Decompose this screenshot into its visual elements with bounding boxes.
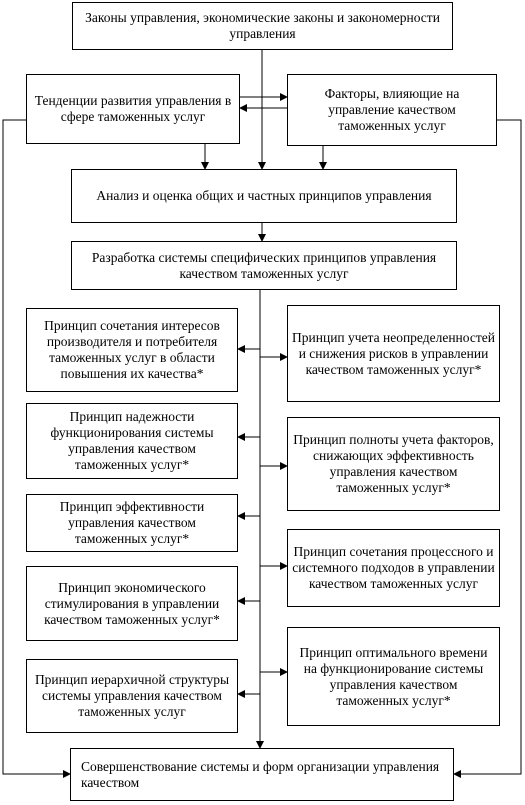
box-improve: Совершенствование системы и форм организации управления качеством: [70, 748, 454, 801]
box-trends: Тенденции развития управления в сфере таможенных услуг: [26, 74, 240, 144]
box-laws: Законы управления, экономические законы и закономерности управления: [72, 2, 453, 50]
box-principle-completeness: Принцип полноты учета факторов, снижающих эффективность управления качеством таможенных услуг*: [287, 417, 500, 511]
box-principle-stimulation: Принцип экономического стимулирования в управлении качеством таможенных услуг*: [26, 566, 238, 641]
box-principle-interests: Принцип сочетания интересов производителя и потребителя таможенных услуг в области повышения их качества*: [26, 308, 238, 392]
box-principle-hierarchy: Принцип иерархичной структуры системы управления качеством таможенных услуг: [26, 659, 238, 733]
box-principle-process: Принцип сочетания процессного и системного подходов в управлении качеством таможенных услуг: [287, 529, 500, 607]
box-develop: Разработка системы специфических принципов управления качеством таможенных услуг: [71, 241, 457, 290]
box-principle-efficiency: Принцип эффективности управления качеством таможенных услуг*: [26, 494, 238, 552]
box-factors: Факторы, влияющие на управление качеством таможенных услуг: [287, 74, 497, 146]
box-analysis: Анализ и оценка общих и частных принципов управления: [71, 169, 457, 223]
box-principle-optimal-time: Принцип оптимального времени на функционирование системы управления качеством таможенных услуг*: [287, 627, 500, 726]
box-principle-uncertainty: Принцип учета неопределенностей и снижения рисков в управлении качеством таможенных услуг*: [287, 305, 500, 402]
box-principle-reliability: Принцип надежности функционирования системы управления качеством таможенных услуг*: [26, 403, 238, 479]
